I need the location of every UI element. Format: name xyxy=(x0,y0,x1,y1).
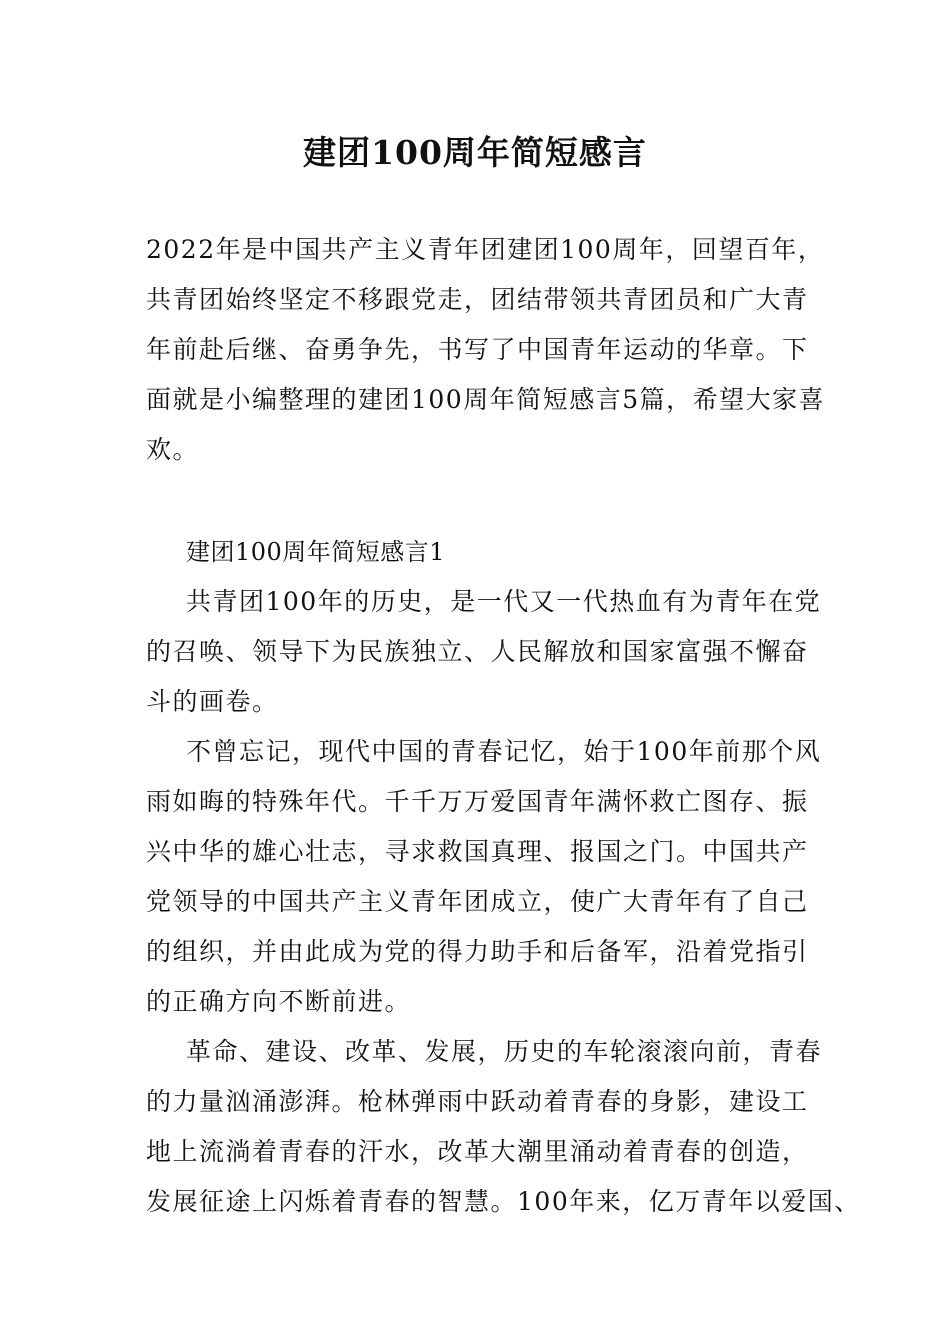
intro-line: 共青团始终坚定不移跟党走，团结带领共青团员和广大青 xyxy=(146,285,809,314)
paragraph-line: 的组织，并由此成为党的得力助手和后备军，沿着党指引 xyxy=(146,937,809,966)
paragraph-line: 党领导的中国共产主义青年团成立，使广大青年有了自己 xyxy=(146,887,809,916)
paragraph-line: 革命、建设、改革、发展，历史的车轮滚滚向前，青春 xyxy=(186,1037,823,1066)
paragraph-3 xyxy=(146,1027,861,1227)
intro-paragraph xyxy=(146,225,826,475)
intro-line: 欢。 xyxy=(146,435,200,464)
intro-line: 面就是小编整理的建团100周年简短感言5篇，希望大家喜 xyxy=(146,385,826,414)
paragraph-line: 雨如晦的特殊年代。千千万万爱国青年满怀救亡图存、振 xyxy=(146,787,809,816)
paragraph-line: 的力量汹涌澎湃。枪林弹雨中跃动着青春的身影，建设工 xyxy=(146,1087,809,1116)
paragraph-line: 兴中华的雄心壮志，寻求救国真理、报国之门。中国共产 xyxy=(146,837,809,866)
intro-line: 2022年是中国共产主义青年团建团100周年，回望百年， xyxy=(146,235,825,264)
paragraph-line: 发展征途上闪烁着青春的智慧。100年来，亿万青年以爱国、 xyxy=(146,1187,861,1216)
paragraph-1 xyxy=(146,577,822,727)
paragraph-line: 的召唤、领导下为民族独立、人民解放和国家富强不懈奋 xyxy=(146,637,809,666)
paragraph-line: 的正确方向不断前进。 xyxy=(146,987,412,1016)
paragraph-line: 地上流淌着青春的汗水，改革大潮里涌动着青春的创造， xyxy=(146,1137,809,1166)
paragraph-line: 共青团100年的历史，是一代又一代热血有为青年在党 xyxy=(186,587,822,616)
paragraph-line: 不曾忘记，现代中国的青春记忆，始于100年前那个风 xyxy=(186,737,822,766)
intro-line: 年前赴后继、奋勇争先，书写了中国青年运动的华章。下 xyxy=(146,335,809,364)
paragraph-line: 斗的画卷。 xyxy=(146,687,279,716)
document-title: 建团100周年简短感言 xyxy=(303,133,647,172)
section-heading: 建团100周年简短感言1 xyxy=(186,538,446,566)
section-body xyxy=(146,577,861,1227)
paragraph-2 xyxy=(146,727,822,1027)
